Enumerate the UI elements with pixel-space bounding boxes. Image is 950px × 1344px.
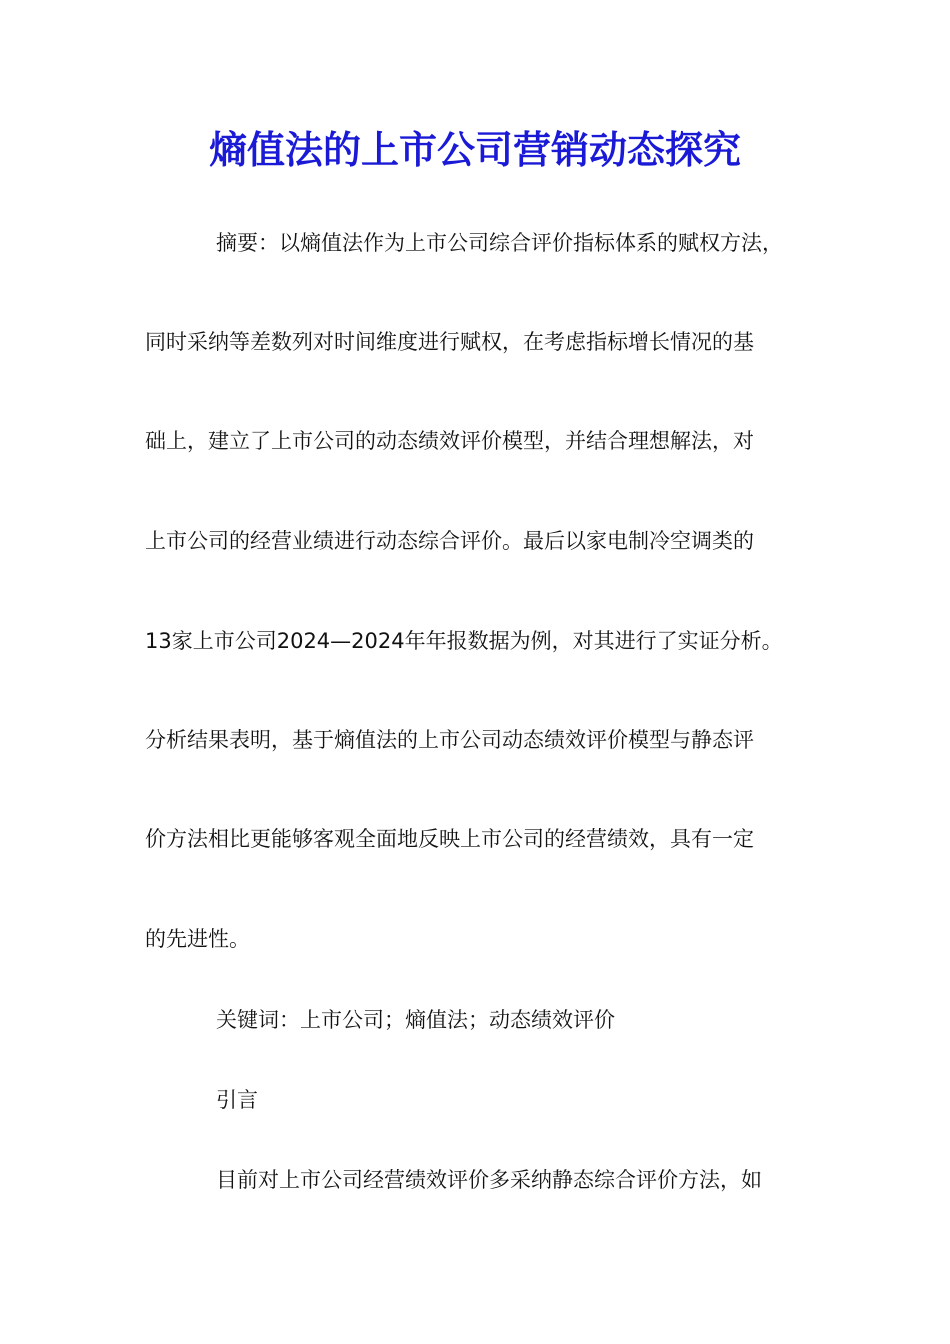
- keywords-line: 关键词：上市公司；熵值法；动态绩效评价: [216, 1008, 615, 1032]
- document-title: 熵值法的上市公司营销动态探究: [208, 127, 741, 172]
- intro-heading: 引言: [216, 1088, 258, 1112]
- abstract-line-4: 上市公司的经营业绩进行动态综合评价。最后以家电制冷空调类的: [145, 529, 754, 553]
- abstract-line-2: 同时采纳等差数列对时间维度进行赋权，在考虑指标增长情况的基: [145, 330, 754, 354]
- intro-paragraph-line-1: 目前对上市公司经营绩效评价多采纳静态综合评价方法，如: [216, 1168, 762, 1192]
- abstract-line-7: 价方法相比更能够客观全面地反映上市公司的经营绩效，具有一定: [145, 827, 754, 851]
- abstract-line-8: 的先进性。: [145, 927, 250, 951]
- abstract-line-5: 13家上市公司2024—2024年年报数据为例，对其进行了实证分析。: [145, 629, 783, 653]
- abstract-line-6: 分析结果表明，基于熵值法的上市公司动态绩效评价模型与静态评: [145, 728, 754, 752]
- abstract-line-3: 础上，建立了上市公司的动态绩效评价模型，并结合理想解法，对: [145, 429, 754, 453]
- abstract-line-1: 摘要：以熵值法作为上市公司综合评价指标体系的赋权方法，: [216, 231, 783, 255]
